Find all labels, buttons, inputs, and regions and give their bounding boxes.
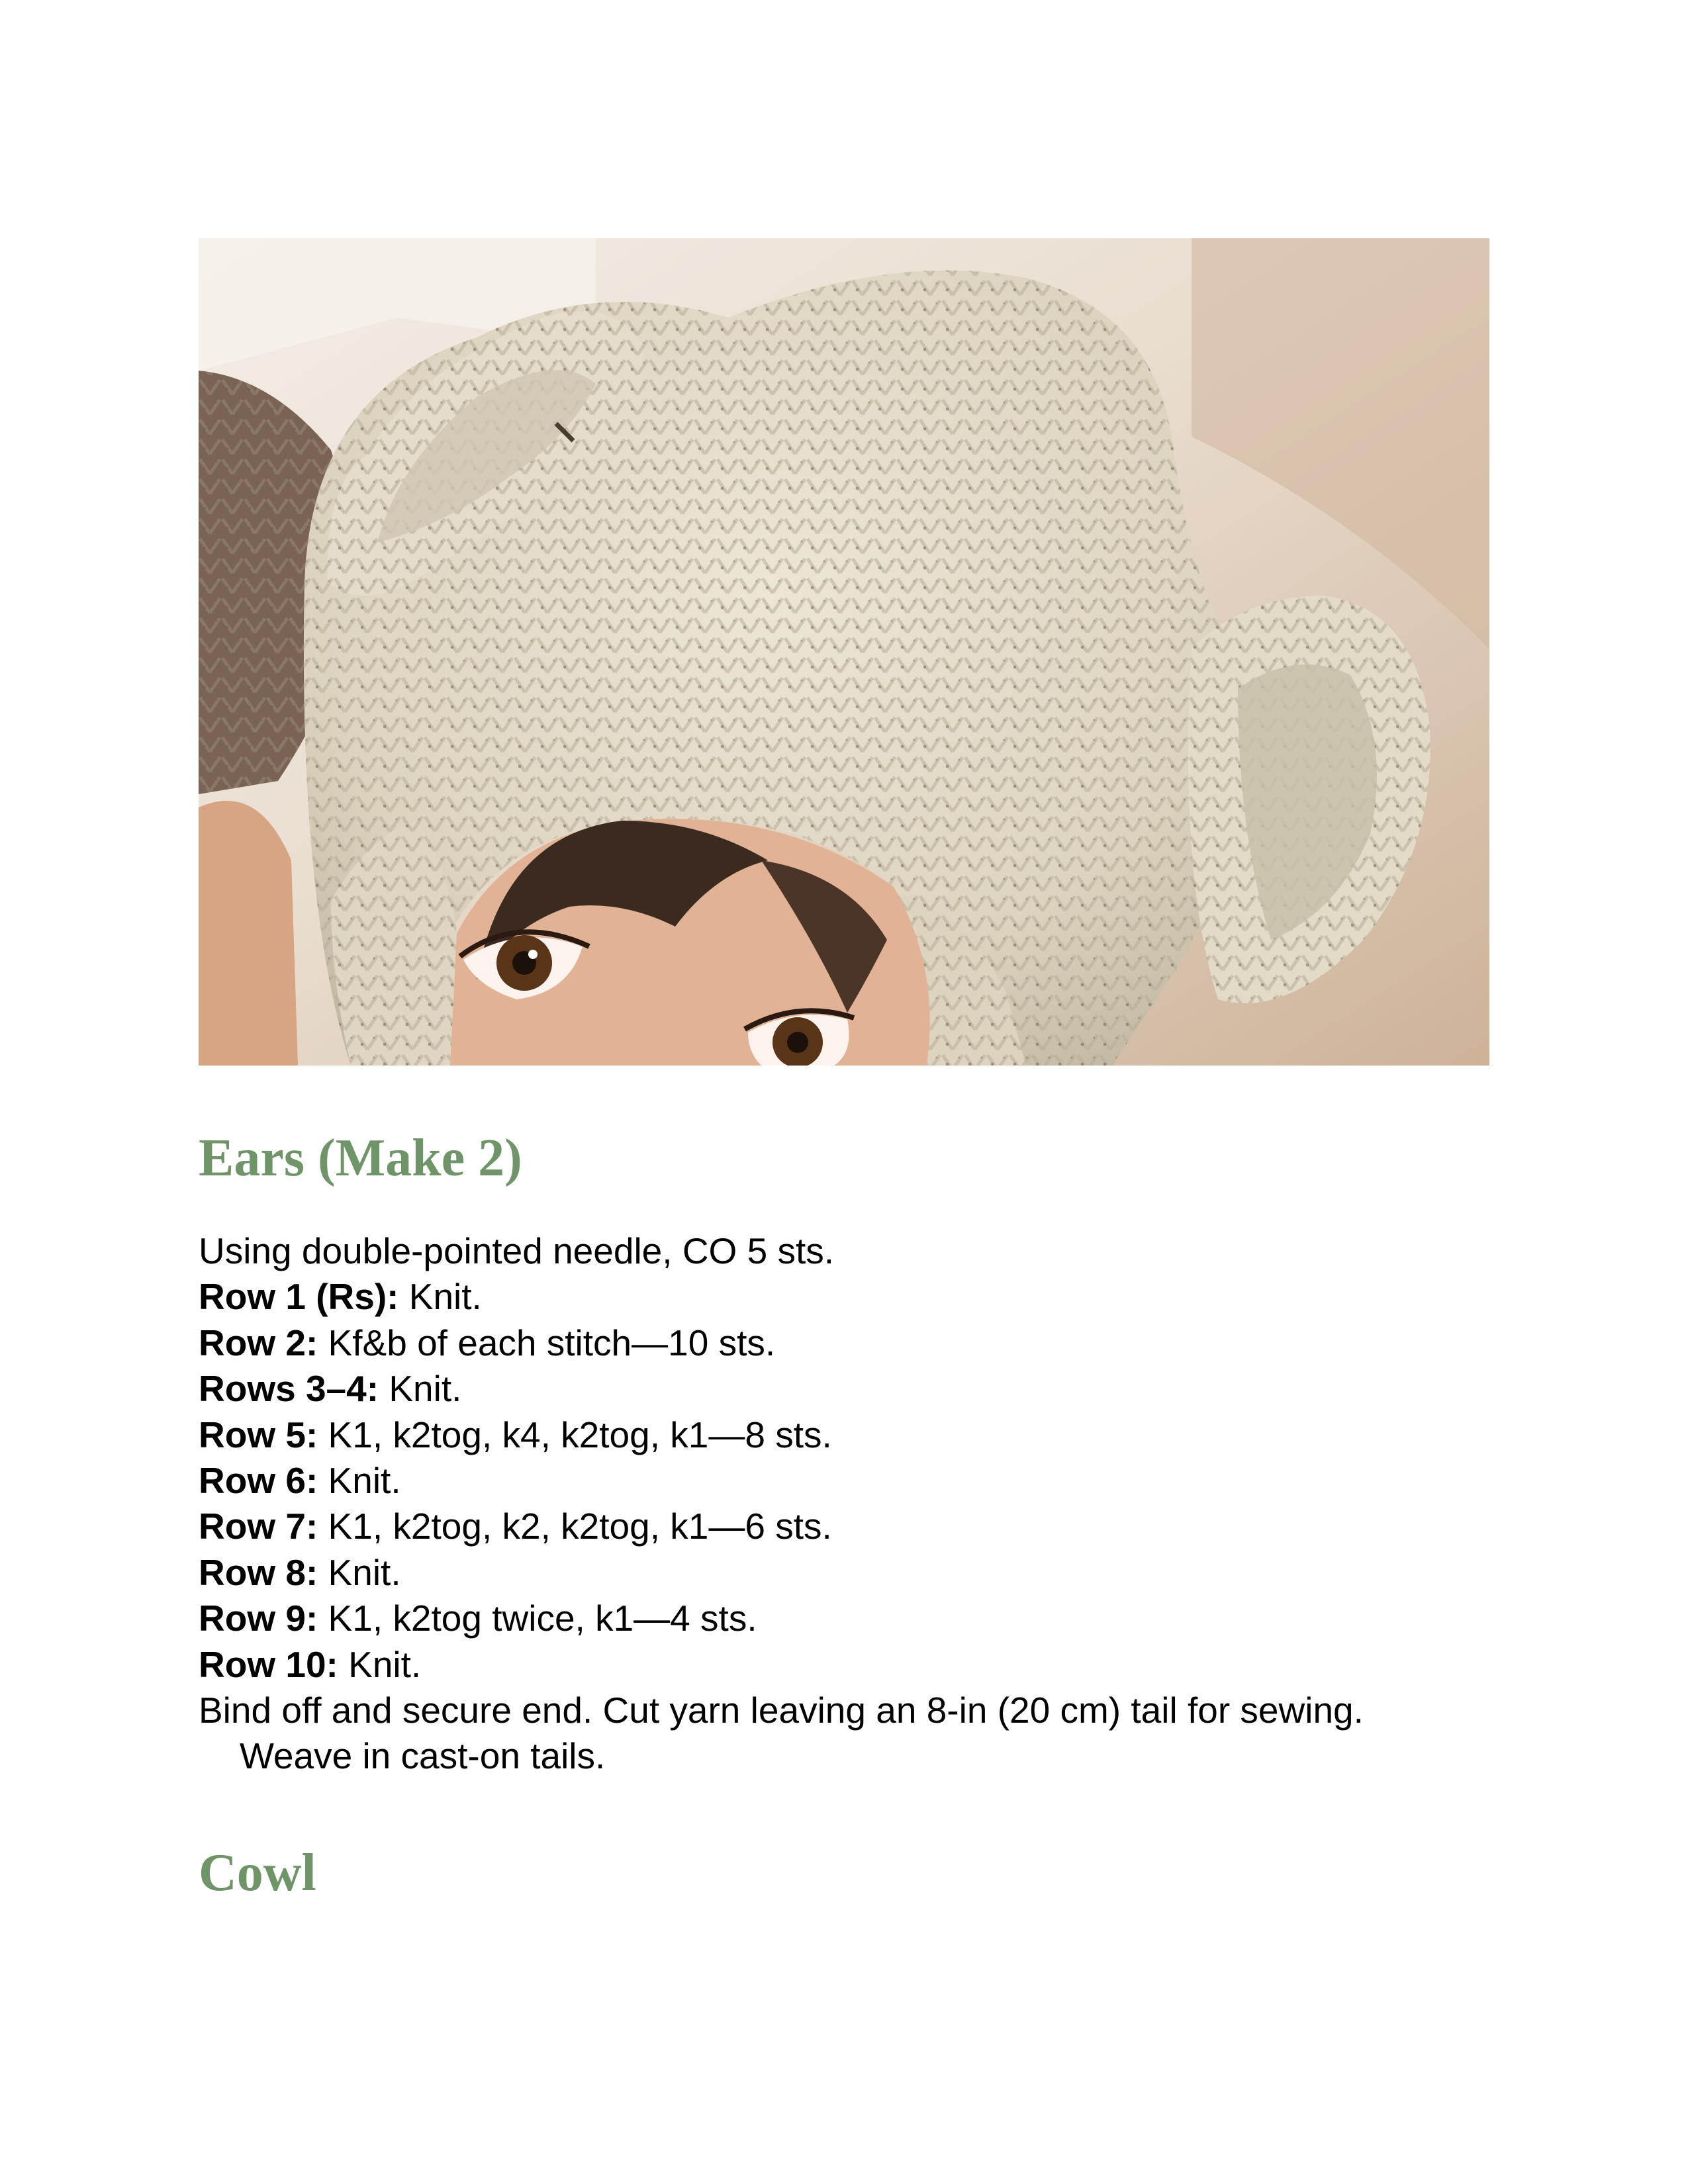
row-label: Row 1 (Rs):: [199, 1276, 399, 1318]
instruction-text: Weave in cast-on tails.: [240, 1735, 606, 1777]
row-label: Row 10:: [199, 1643, 338, 1685]
instruction-text: K1, k2tog, k4, k2tog, k1—8 sts.: [318, 1414, 832, 1455]
row-label: Row 2:: [199, 1322, 318, 1363]
instruction-text: Knit.: [338, 1643, 422, 1685]
row-label: Row 9:: [199, 1598, 318, 1639]
instruction-text: K1, k2tog, k2, k2tog, k1—6 sts.: [318, 1506, 832, 1547]
instruction-text: K1, k2tog twice, k1—4 sts.: [318, 1598, 757, 1639]
instruction-text: Knit.: [399, 1276, 482, 1318]
instruction-line-continued: [199, 1733, 1489, 1779]
ears-section-heading: Ears (Make 2): [199, 1129, 522, 1187]
instruction-line: [199, 1642, 1489, 1688]
row-label: Row 7:: [199, 1506, 318, 1547]
instruction-text: Bind off and secure end. Cut yarn leaving an 8-in (20 cm) tail for sewing.: [199, 1690, 1364, 1731]
child-knit-hood-photo: [199, 238, 1489, 1066]
hood-photo-illustration: [199, 238, 1489, 1066]
instruction-text: Knit.: [379, 1368, 462, 1410]
instruction-line: [199, 1504, 1489, 1549]
instruction-line: [199, 1412, 1489, 1458]
instruction-line: [199, 1550, 1489, 1596]
instruction-text: Using double-pointed needle, CO 5 sts.: [199, 1230, 835, 1271]
instruction-line: [199, 1366, 1489, 1412]
row-label: Row 6:: [199, 1460, 318, 1502]
instruction-line: [199, 1320, 1489, 1366]
right-eye: [745, 1011, 854, 1066]
instruction-line: [199, 1688, 1489, 1733]
row-label: Row 8:: [199, 1551, 318, 1593]
row-label: Row 5:: [199, 1414, 318, 1455]
instruction-text: Knit.: [318, 1551, 401, 1593]
instruction-line: [199, 1228, 1489, 1274]
instruction-line: [199, 1458, 1489, 1504]
instruction-line: [199, 1596, 1489, 1641]
instruction-text: Knit.: [318, 1460, 401, 1502]
instruction-line: [199, 1274, 1489, 1320]
row-label: Rows 3–4:: [199, 1368, 379, 1410]
ears-instructions: [199, 1228, 1489, 1780]
cowl-section-heading: Cowl: [199, 1844, 316, 1902]
instruction-text: Kf&b of each stitch—10 sts.: [318, 1322, 776, 1363]
